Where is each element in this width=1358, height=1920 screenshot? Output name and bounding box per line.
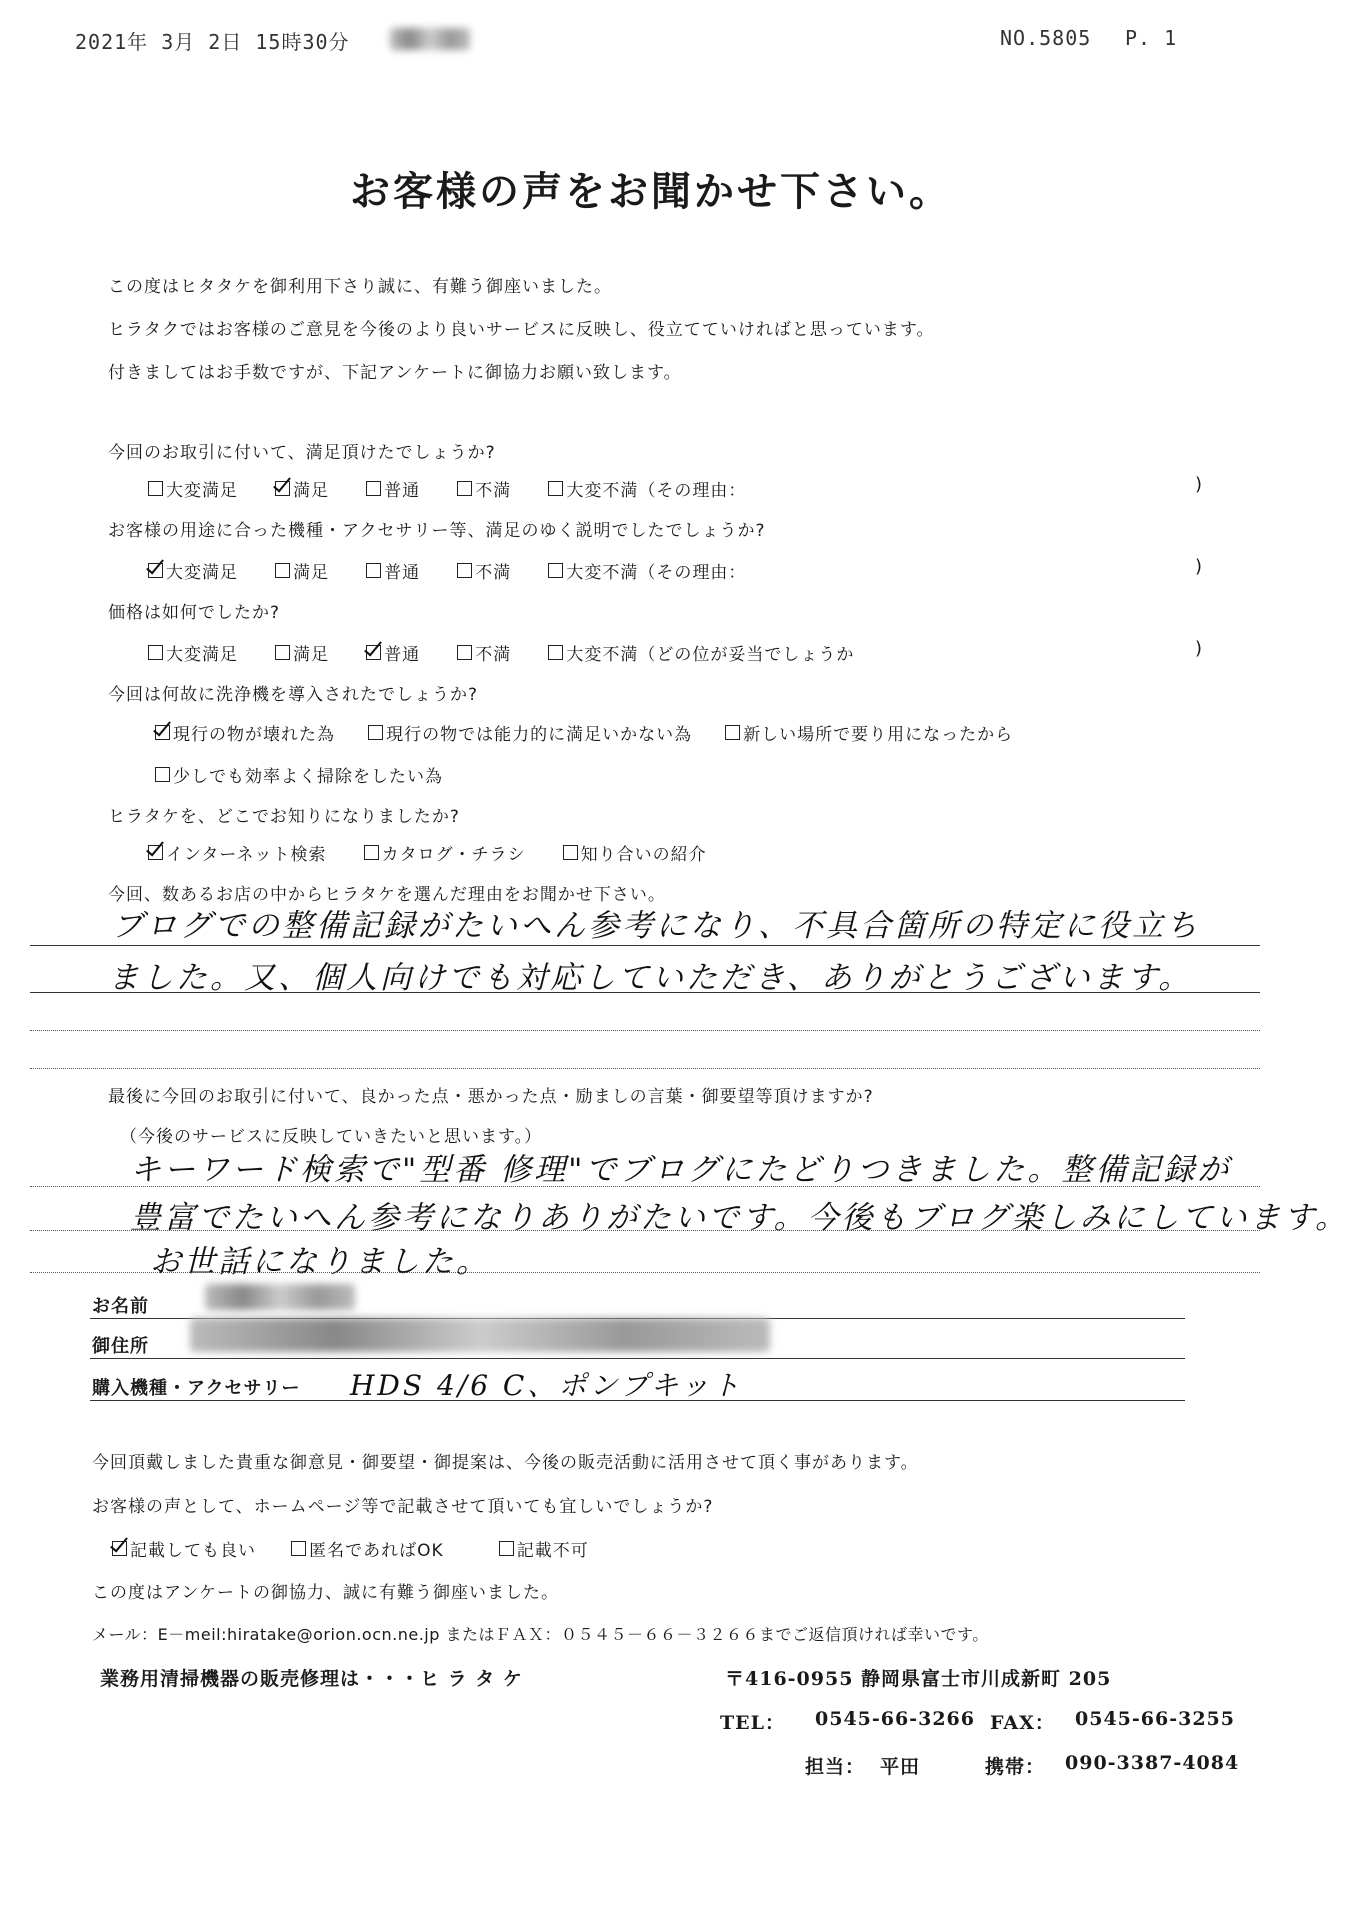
fax-page: P. 1 <box>1125 26 1178 50</box>
mobile-label: 携帯： <box>985 1756 1046 1778</box>
q2-question: お客様の用途に合った機種・アクセサリー等、満足のゆく説明でしたでしょうか? <box>108 521 766 541</box>
fax-number-footer: 0545-66-3255 <box>1075 1708 1235 1730</box>
q3-option[interactable]: 不満 <box>457 640 511 665</box>
q2-options <box>148 558 778 583</box>
answer-underline <box>30 992 1260 993</box>
answer-underline <box>30 945 1260 946</box>
q4-options-row1 <box>155 720 1045 745</box>
q6-answer-line-2: ました。又、個人向けでも対応していただき、ありがとうございます。 <box>108 960 1193 996</box>
staff-label: 担当： <box>805 1756 866 1778</box>
company-line: 業務用清掃機器の販売修理は・・・ヒ ラ タ ケ <box>100 1668 523 1690</box>
q6-question: 今回、数あるお店の中からヒラタケを選んだ理由をお聞かせ下さい。 <box>108 885 666 905</box>
tel-number: 0545-66-3266 <box>815 1708 975 1730</box>
consent-thanks: この度はアンケートの御協力、誠に有難う御座いました。 <box>92 1583 559 1603</box>
q2-option[interactable]: 普通 <box>366 558 420 583</box>
q7-note: （今後のサービスに反映していきたいと思います。） <box>120 1127 543 1147</box>
tel-label: TEL： <box>720 1712 785 1734</box>
q2-close-paren: ) <box>1195 556 1203 577</box>
q4-option[interactable]: 現行の物では能力的に満足いかない為 <box>368 720 692 745</box>
q1-options <box>148 476 778 501</box>
consent-option[interactable]: 記載しても良い <box>112 1536 256 1561</box>
q2-option[interactable]: 満足 <box>275 558 329 583</box>
q7-question: 最後に今回のお取引に付いて、良かった点・悪かった点・励ましの言葉・御要望等頂けますか? <box>108 1087 874 1107</box>
redacted-sender <box>390 28 470 50</box>
q4-option[interactable]: 現行の物が壊れた為 <box>155 720 335 745</box>
q3-close-paren: ) <box>1195 638 1203 659</box>
redacted-address <box>190 1318 770 1352</box>
name-label: お名前 <box>92 1296 149 1317</box>
q1-option[interactable]: 大変満足 <box>148 476 238 501</box>
q2-option[interactable]: 不満 <box>457 558 511 583</box>
fax-number: NO.5805 <box>1000 26 1092 50</box>
answer-underline <box>30 1068 1260 1069</box>
staff-name: 平田 <box>880 1756 921 1778</box>
q3-options <box>148 640 886 665</box>
consent-option[interactable]: 匿名であればOK <box>291 1536 444 1561</box>
q2-option[interactable]: 大変不満（その理由： <box>548 558 746 583</box>
q3-option[interactable]: 満足 <box>275 640 329 665</box>
consent-option[interactable]: 記載不可 <box>499 1536 589 1561</box>
q2-option[interactable]: 大変満足 <box>148 558 238 583</box>
q5-option[interactable]: インターネット検索 <box>148 840 326 865</box>
company-address: 〒416-0955 静岡県富士市川成新町 205 <box>725 1668 1112 1690</box>
product-underline <box>90 1400 1185 1401</box>
q7-answer-line-3: お世話になりました。 <box>150 1244 490 1280</box>
q5-option[interactable]: 知り合いの紹介 <box>563 840 707 865</box>
consent-question: お客様の声として、ホームページ等で記載させて頂いても宜しいでしょうか? <box>92 1497 714 1517</box>
product-label: 購入機種・アクセサリー <box>92 1378 301 1399</box>
address-label: 御住所 <box>92 1336 149 1357</box>
q7-answer-line-1: キーワード検索で"型番 修理"でブログにたどりつきました。整備記録が <box>130 1152 1232 1188</box>
q3-option[interactable]: 普通 <box>366 640 420 665</box>
intro-line-1: この度はヒタタケを御利用下さり誠に、有難う御座いました。 <box>108 277 612 297</box>
q4-options-row2 <box>155 762 443 787</box>
q4-option[interactable]: 新しい場所で要り用になったから <box>725 720 1013 745</box>
consent-options <box>112 1536 589 1561</box>
intro-line-2: ヒラタクではお客様のご意見を今後のより良いサービスに反映し、役立てていければと思っています。 <box>108 320 935 340</box>
q1-option[interactable]: 満足 <box>275 476 329 501</box>
q4-question: 今回は何故に洗浄機を導入されたでしょうか? <box>108 685 479 705</box>
q5-question: ヒラタケを、どこでお知りになりましたか? <box>108 807 460 827</box>
q1-option[interactable]: 不満 <box>457 476 511 501</box>
intro-line-3: 付きましてはお手数ですが、下記アンケートに御協力お願い致します。 <box>108 363 682 383</box>
fax-datetime: 2021年 3月 2日 15時30分 <box>75 30 350 54</box>
q3-option[interactable]: 大変不満（どの位が妥当でしょうか <box>548 640 854 665</box>
q6-answer-line-1: ブログでの整備記録がたいへん参考になり、不具合箇所の特定に役立ち <box>112 908 1200 944</box>
q1-option[interactable]: 普通 <box>366 476 420 501</box>
page-title: お客様の声をお聞かせ下さい。 <box>350 168 952 215</box>
fax-label: FAX： <box>990 1712 1055 1734</box>
q1-question: 今回のお取引に付いて、満足頂けたでしょうか? <box>108 443 496 463</box>
q1-option[interactable]: 大変不満（その理由： <box>548 476 746 501</box>
address-underline <box>90 1358 1185 1359</box>
consent-notice: 今回頂戴しました貴重な御意見・御要望・御提案は、今後の販売活動に活用させて頂く事があります。 <box>92 1453 919 1473</box>
q3-option[interactable]: 大変満足 <box>148 640 238 665</box>
q4-option[interactable]: 少しでも効率よく掃除をしたい為 <box>155 762 443 787</box>
mobile-number: 090-3387-4084 <box>1065 1752 1240 1774</box>
contact-line: メール：E－meil:hiratake@orion.ocn.ne.jp またはＦＡＸ：０５４５－６６－３２６６までご返信頂ければ幸いです。 <box>92 1625 989 1644</box>
q5-option[interactable]: カタログ・チラシ <box>364 840 526 865</box>
q3-question: 価格は如何でしたか? <box>108 603 281 623</box>
answer-underline <box>30 1030 1260 1031</box>
product-value: HDS 4/6 C、ポンプキット <box>350 1369 743 1402</box>
q7-answer-line-2: 豊富でたいへん参考になりありがたいです。今後もブログ楽しみにしています。 <box>130 1200 1350 1236</box>
q1-close-paren: ) <box>1195 474 1203 495</box>
answer-underline <box>30 1272 1260 1273</box>
redacted-name <box>205 1284 355 1310</box>
answer-underline <box>30 1230 1260 1231</box>
answer-underline <box>30 1186 1260 1187</box>
q5-options <box>148 840 739 865</box>
